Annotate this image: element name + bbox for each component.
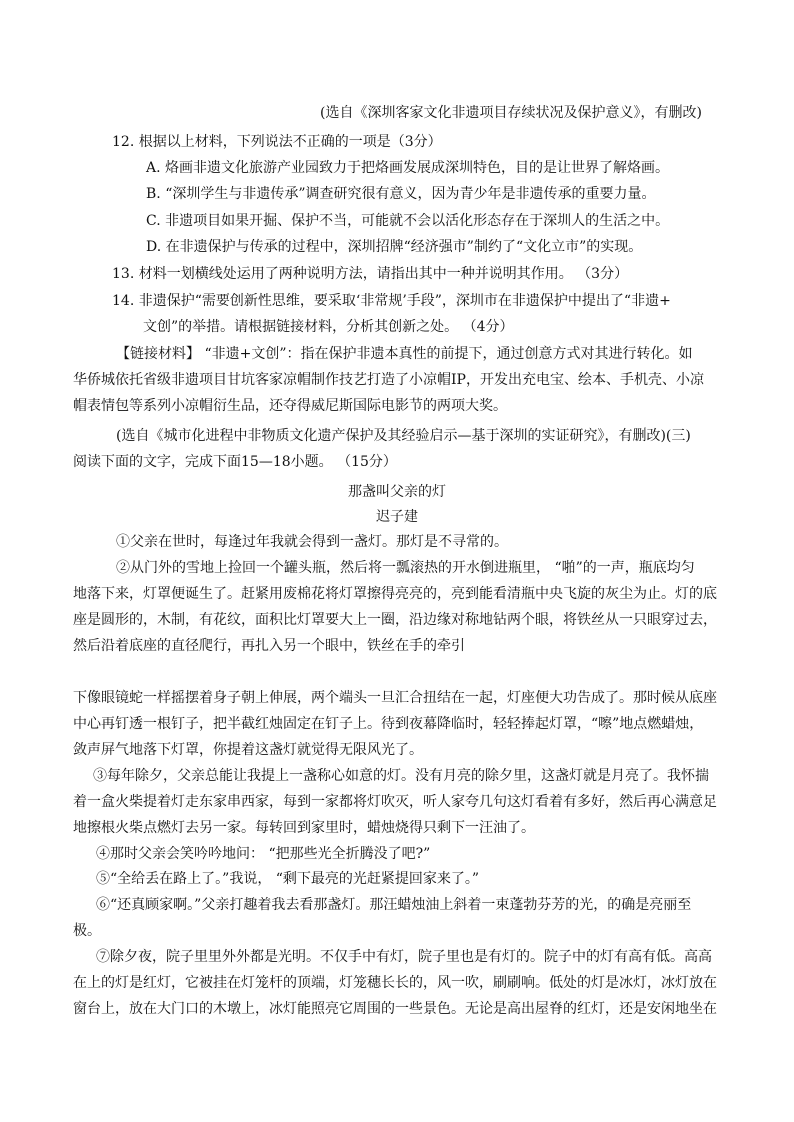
question-12-option-a: A. 烙画非遗文化旅游产业园致力于把烙画发展成深圳特色，目的是让世界了解烙画。 [146, 160, 670, 176]
link-material-line-3: 帽表情包等系列小凉帽衍生品，还夺得威尼斯国际电影节的两项大奖。 [73, 398, 507, 414]
question-14-line-2: 文创”的举措。请根据链接材料，分析其创新之处。 （4分） [143, 319, 514, 335]
reading-intro: 阅读下面的文字，完成下面15—18小题。 （15分） [73, 454, 397, 470]
question-12-option-d: D. 在非遗保护与传承的过程中，深圳招牌“经济强市”制约了“文化立市”的实现。 [146, 239, 643, 255]
paragraph-5: ⑤“全给丢在路上了。”我说， “剩下最亮的光赶紧提回家来了。” [96, 871, 480, 887]
question-12-stem: 12. 根据以上材料，下列说法不正确的一项是（3分） [112, 134, 442, 150]
paragraph-2-line-4: 然后沿着底座的直径爬行，再扎入另一个眼中，铁丝在手的牵引 [73, 638, 465, 654]
question-13: 13. 材料一划横线处运用了两种说明方法，请指出其中一种并说明其作用。 （3分） [112, 266, 629, 282]
paragraph-2-line-5: 下像眼镜蛇一样摇摆着身子朝上伸展，两个端头一旦汇合扭结在一起，灯座便大功告成了。那时候从底座 [73, 690, 717, 706]
paragraph-1: ①父亲在世时，每逢过年我就会得到一盏灯。那灯是不寻常的。 [116, 534, 508, 550]
paragraph-7-line-2: 在上的灯是红灯，它被挂在灯笼杆的顶端，灯笼穗长长的，风一吹，刷刷响。低处的灯是冰灯，冰灯放在 [73, 975, 717, 991]
link-material-line-2: 华侨城依托省级非遗项目甘坑客家凉帽制作技艺打造了小凉帽IP，开发出充电宝、绘本、手机壳、小凉 [73, 372, 704, 388]
paragraph-3-line-2: 着一盒火柴提着灯走东家串西家，每到一家都将灯吹灭，听人家夸几句这灯看着有多好，然后再心满意足 [73, 794, 717, 810]
paragraph-6-line-2: 极。 [73, 923, 101, 939]
paragraph-2-line-2: 地落下来，灯罩便诞生了。赶紧用废棉花将灯罩擦得亮亮的，亮到能看清瓶中央飞旋的灰尘为止。灯的底 [73, 586, 717, 602]
text-author: 迟子建 [376, 509, 418, 525]
paragraph-3-line-1: ③每年除夕，父亲总能让我提上一盏称心如意的灯。没有月亮的除夕里，这盏灯就是月亮了。我怀揣 [93, 768, 709, 784]
text-title: 那盏叫父亲的灯 [348, 484, 446, 500]
question-14-line-1: 14. 非遗保护“需要创新性思维，要采取‘非常规’手段”，深圳市在非遗保护中提出了“非遗+ [112, 293, 671, 309]
question-12-option-c: C. 非遗项目如果开掘、保护不当，可能就不会以活化形态存在于深圳人的生活之中。 [146, 213, 670, 229]
paragraph-7-line-3: 窗台上，放在大门口的木墩上，冰灯能照亮它周围的一些景色。无论是高出屋脊的红灯，还是安闲地坐在 [73, 1001, 717, 1017]
question-12-option-b: B. “深圳学生与非遗传承”调查研究很有意义，因为青少年是非遗传承的重要力量。 [146, 186, 656, 202]
paragraph-4: ④那时父亲会笑吟吟地问： “把那些光全折腾没了吧?” [96, 846, 431, 862]
paragraph-7-line-1: ⑦除夕夜，院子里里外外都是光明。不仅手中有灯，院子里也是有灯的。院子中的灯有高有低。高高 [96, 949, 712, 965]
paragraph-2-line-1: ②从门外的雪地上捡回一个罐头瓶，然后将一瓢滚热的开水倒进瓶里， “啪”的一声，瓶底均匀 [116, 560, 695, 576]
source-note: (选自《深圳客家文化非遗项目存续状况及保护意义》，有删改) [320, 105, 702, 121]
paragraph-3-line-3: 地擦根火柴点燃灯去另一家。每转回到家里时，蜡烛烧得只剩下一汪油了。 [73, 820, 535, 836]
paragraph-2-line-7: 敛声屏气地落下灯罩，你提着这盏灯就觉得无限风光了。 [73, 742, 423, 758]
link-material-line-1: 【链接材料】 “非遗+文创”：指在保护非遗本真性的前提下，通过创意方式对其进行转化。如 [116, 346, 693, 362]
paragraph-2-line-6: 中心再钉透一根钉子，把半截红烛固定在钉子上。待到夜幕降临时，轻轻捧起灯罩，“嚓”地点燃蜡烛， [73, 716, 704, 732]
source-note-2: (选自《城市化进程中非物质文化遗产保护及其经验启示—基于深圳的实证研究》，有删改)(三) [116, 428, 691, 444]
paragraph-6-line-1: ⑥“还真顾家啊。”父亲打趣着我去看那盏灯。那汪蜡烛油上斜着一束蓬勃芬芳的光，的确是亮丽至 [96, 897, 692, 913]
paragraph-2-line-3: 座是圆形的，木制，有花纹，面积比灯罩要大上一圈，沿边缘对称地钻两个眼，将铁丝从一只眼穿过去， [73, 612, 717, 628]
